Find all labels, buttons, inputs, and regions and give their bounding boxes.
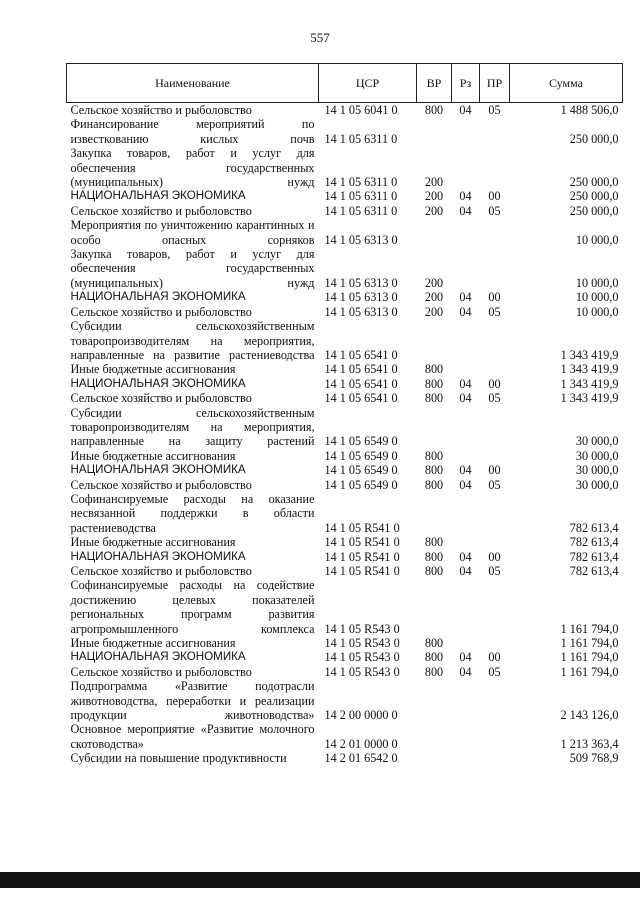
cell-csr: 14 1 05 6313 0 [324, 290, 398, 305]
cell-csr: 14 1 05 6311 0 [324, 131, 398, 146]
cell-name: Софинансируемые расходы на содействие достижению целевых показателей региональных программ развития агропромышленного комплекса [70, 578, 315, 636]
cell-sum: 1 488 506,0 [560, 103, 619, 117]
cell-rz: 04 [459, 463, 472, 478]
cell-sum: 250 000,0 [569, 203, 619, 218]
cell-rz: 04 [459, 103, 472, 117]
table-row [67, 492, 623, 535]
table-row [67, 362, 623, 376]
cell-csr: 14 1 05 R543 0 [324, 621, 400, 636]
cell-sum: 10 000,0 [575, 232, 619, 247]
cell-pr: 00 [488, 376, 501, 391]
cell-csr: 14 1 05 6311 0 [324, 203, 398, 218]
cell-sum: 30 000,0 [575, 477, 619, 492]
table-row [67, 290, 623, 304]
cell-pr: 05 [488, 203, 501, 218]
table-row [67, 449, 623, 463]
cell-sum: 10 000,0 [575, 275, 619, 290]
table-row [67, 117, 623, 146]
cell-sum: 1 161 794,0 [560, 664, 619, 679]
cell-pr [480, 751, 510, 765]
cell-name: Софинансируемые расходы на оказание несвязанной поддержки в области растениеводства [70, 491, 315, 535]
cell-vr: 800 [424, 463, 444, 478]
table-row [67, 665, 623, 679]
cell-vr: 200 [424, 189, 444, 204]
header-rz: Рз [452, 64, 480, 103]
cell-rz: 04 [459, 376, 472, 391]
table-row [67, 146, 623, 189]
cell-vr: 200 [424, 275, 444, 290]
cell-rz [452, 362, 480, 376]
cell-name: Сельское хозяйство и рыболовство [70, 477, 252, 492]
cell-csr: 14 1 05 6311 0 [324, 175, 398, 190]
cell-sum: 782 613,4 [569, 535, 619, 550]
cell-name: Иные бюджетные ассигнования [70, 362, 236, 377]
cell-pr: 05 [488, 664, 501, 679]
cell-pr: 05 [488, 391, 501, 406]
table-row [67, 247, 623, 290]
cell-rz [452, 117, 480, 146]
table-row [67, 478, 623, 492]
cell-csr: 14 1 05 6549 0 [324, 448, 398, 463]
table-row [67, 722, 623, 751]
cell-rz [452, 636, 480, 650]
header-vr: ВР [417, 64, 452, 103]
cell-rz [452, 722, 480, 751]
cell-vr: 800 [424, 391, 444, 406]
cell-csr: 14 1 05 6311 0 [324, 189, 398, 204]
cell-rz [452, 319, 480, 362]
cell-sum: 250 000,0 [569, 131, 619, 146]
cell-pr [480, 492, 510, 535]
cell-pr: 00 [488, 463, 501, 478]
cell-name: Сельское хозяйство и рыболовство [70, 664, 252, 679]
header-csr: ЦСР [319, 64, 417, 103]
cell-vr: 200 [424, 290, 444, 305]
cell-name: НАЦИОНАЛЬНАЯ ЭКОНОМИКА [70, 189, 246, 203]
cell-sum: 250 000,0 [569, 175, 619, 190]
cell-rz [452, 406, 480, 449]
cell-name: Подпрограмма «Развитие подотрасли животноводства, переработки и реализации продукции животноводства» [70, 679, 315, 723]
cell-name: Иные бюджетные ассигнования [70, 448, 236, 463]
table-row [67, 578, 623, 636]
cell-sum: 782 613,4 [569, 549, 619, 564]
cell-sum: 1 213 363,4 [560, 736, 619, 751]
cell-pr: 00 [488, 189, 501, 204]
cell-rz [452, 492, 480, 535]
cell-pr: 00 [488, 650, 501, 665]
cell-pr [480, 247, 510, 290]
cell-csr: 14 2 01 0000 0 [324, 736, 398, 751]
cell-sum: 509 768,9 [569, 751, 619, 766]
cell-pr [480, 117, 510, 146]
cell-name: Закупка товаров, работ и услуг для обеспечения государственных (муниципальных) нужд [70, 247, 315, 290]
table-row [67, 650, 623, 664]
header-sum: Сумма [510, 64, 623, 103]
cell-pr [480, 218, 510, 247]
cell-pr [480, 578, 510, 636]
cell-vr [417, 406, 452, 449]
cell-sum: 30 000,0 [575, 434, 619, 449]
cell-rz: 04 [459, 664, 472, 679]
cell-pr: 05 [488, 304, 501, 319]
header-name: Наименование [67, 64, 319, 103]
cell-vr: 800 [424, 650, 444, 665]
cell-sum: 10 000,0 [575, 290, 619, 305]
table-row [67, 679, 623, 722]
cell-rz [452, 449, 480, 463]
cell-name: Сельское хозяйство и рыболовство [70, 564, 252, 578]
cell-name: Финансирование мероприятий по известкованию кислых почв [70, 117, 315, 146]
cell-rz: 04 [459, 564, 472, 578]
cell-csr: 14 1 05 6549 0 [324, 434, 398, 449]
cell-sum: 2 143 126,0 [560, 708, 619, 723]
cell-rz [452, 535, 480, 549]
cell-csr: 14 1 05 6549 0 [324, 463, 398, 478]
cell-pr [480, 722, 510, 751]
table-body [67, 103, 623, 766]
cell-rz: 04 [459, 391, 472, 406]
cell-csr: 14 2 01 6542 0 [324, 751, 398, 766]
cell-vr: 800 [424, 564, 444, 578]
cell-csr: 14 1 05 6313 0 [324, 232, 398, 247]
header-pr: ПР [480, 64, 510, 103]
cell-vr [417, 578, 452, 636]
cell-vr [417, 679, 452, 722]
table-header [67, 64, 623, 103]
cell-sum: 1 343 419,9 [560, 362, 619, 377]
cell-name: Мероприятия по уничтожению карантинных и особо опасных сорняков [70, 218, 315, 247]
cell-name: Субсидии сельскохозяйственным товаропроизводителям на мероприятия, направленные на защиту растений [70, 405, 315, 449]
table-row [67, 189, 623, 203]
cell-name: Закупка товаров, работ и услуг для обеспечения государственных (муниципальных) нужд [70, 146, 315, 190]
cell-csr: 14 1 05 6541 0 [324, 362, 398, 377]
cell-sum: 1 161 794,0 [560, 650, 619, 665]
cell-name: Сельское хозяйство и рыболовство [70, 304, 252, 319]
cell-vr [417, 492, 452, 535]
cell-csr: 14 1 05 R541 0 [324, 535, 400, 550]
cell-sum: 10 000,0 [575, 304, 619, 319]
cell-name: Иные бюджетные ассигнования [70, 636, 236, 651]
cell-sum: 250 000,0 [569, 189, 619, 204]
cell-csr: 14 1 05 R543 0 [324, 636, 400, 651]
cell-name: НАЦИОНАЛЬНАЯ ЭКОНОМИКА [70, 549, 246, 563]
cell-csr: 14 1 05 6041 0 [324, 103, 398, 117]
cell-pr [480, 319, 510, 362]
cell-csr: 14 1 05 R541 0 [324, 564, 400, 578]
table-row [67, 218, 623, 247]
cell-name: Субсидии на повышение продуктивности [70, 751, 287, 766]
table-row [67, 463, 623, 477]
cell-rz [452, 679, 480, 722]
table-row [67, 636, 623, 650]
cell-pr [480, 146, 510, 189]
cell-sum: 1 161 794,0 [560, 621, 619, 636]
page-number: 557 [310, 30, 330, 45]
cell-vr: 800 [424, 103, 444, 117]
cell-sum: 782 613,4 [569, 520, 619, 535]
cell-vr: 800 [424, 549, 444, 564]
cell-rz: 04 [459, 203, 472, 218]
cell-rz [452, 578, 480, 636]
cell-name: Основное мероприятие «Развитие молочного скотоводства» [70, 722, 315, 751]
table-row [67, 550, 623, 564]
cell-pr [480, 449, 510, 463]
cell-csr: 14 1 05 6313 0 [324, 275, 398, 290]
table-row [67, 535, 623, 549]
budget-table [66, 63, 623, 766]
cell-pr: 05 [488, 564, 501, 578]
cell-vr: 800 [424, 362, 444, 377]
cell-csr: 14 1 05 6313 0 [324, 304, 398, 319]
cell-vr [417, 117, 452, 146]
cell-rz [452, 751, 480, 765]
cell-vr: 200 [424, 175, 444, 190]
cell-csr: 14 1 05 R543 0 [324, 650, 400, 665]
cell-pr: 05 [488, 103, 501, 117]
cell-csr: 14 2 00 0000 0 [324, 708, 398, 723]
cell-name: НАЦИОНАЛЬНАЯ ЭКОНОМИКА [70, 376, 246, 390]
table-row [67, 377, 623, 391]
cell-vr: 200 [424, 304, 444, 319]
cell-sum: 1 343 419,9 [560, 391, 619, 406]
cell-csr: 14 1 05 R543 0 [324, 664, 400, 679]
table-row [67, 391, 623, 405]
table-row [67, 204, 623, 218]
cell-rz: 04 [459, 477, 472, 492]
cell-pr [480, 535, 510, 549]
cell-pr [480, 636, 510, 650]
table-row [67, 751, 623, 765]
cell-rz: 04 [459, 290, 472, 305]
cell-name: Иные бюджетные ассигнования [70, 535, 236, 550]
cell-name: Сельское хозяйство и рыболовство [70, 391, 252, 406]
cell-vr: 800 [424, 535, 444, 550]
cell-pr: 00 [488, 549, 501, 564]
cell-vr: 800 [424, 477, 444, 492]
cell-name: НАЦИОНАЛЬНАЯ ЭКОНОМИКА [70, 463, 246, 477]
cell-name: НАЦИОНАЛЬНАЯ ЭКОНОМИКА [70, 650, 246, 664]
cell-csr: 14 1 05 6549 0 [324, 477, 398, 492]
cell-csr: 14 1 05 6541 0 [324, 347, 398, 362]
cell-rz: 04 [459, 650, 472, 665]
cell-csr: 14 1 05 6541 0 [324, 391, 398, 406]
cell-sum: 782 613,4 [569, 564, 619, 578]
table-row [67, 319, 623, 362]
table-row [67, 305, 623, 319]
table-row [67, 103, 623, 118]
table-row [67, 564, 623, 578]
cell-rz: 04 [459, 304, 472, 319]
cell-rz [452, 247, 480, 290]
cell-pr: 00 [488, 290, 501, 305]
cell-vr: 800 [424, 664, 444, 679]
cell-csr: 14 1 05 R541 0 [324, 520, 400, 535]
cell-vr [417, 218, 452, 247]
scan-edge-bar [0, 872, 640, 888]
cell-vr [417, 751, 452, 765]
cell-sum: 30 000,0 [575, 463, 619, 478]
cell-vr [417, 722, 452, 751]
cell-name: Субсидии сельскохозяйственным товаропроизводителям на мероприятия, направленные на развитие растениеводства [70, 319, 315, 362]
cell-rz: 04 [459, 549, 472, 564]
cell-sum: 1 343 419,9 [560, 347, 619, 362]
cell-sum: 1 343 419,9 [560, 376, 619, 391]
cell-name: Сельское хозяйство и рыболовство [70, 103, 252, 117]
cell-pr: 05 [488, 477, 501, 492]
cell-rz [452, 146, 480, 189]
cell-pr [480, 679, 510, 722]
cell-vr [417, 319, 452, 362]
cell-vr: 800 [424, 636, 444, 651]
cell-csr: 14 1 05 R541 0 [324, 549, 400, 564]
cell-vr: 800 [424, 376, 444, 391]
cell-rz: 04 [459, 189, 472, 204]
cell-vr: 800 [424, 448, 444, 463]
cell-pr [480, 362, 510, 376]
cell-sum: 1 161 794,0 [560, 636, 619, 651]
table-row [67, 406, 623, 449]
cell-sum: 30 000,0 [575, 448, 619, 463]
cell-name: Сельское хозяйство и рыболовство [70, 203, 252, 218]
cell-rz [452, 218, 480, 247]
cell-name: НАЦИОНАЛЬНАЯ ЭКОНОМИКА [70, 290, 246, 304]
cell-pr [480, 406, 510, 449]
cell-csr: 14 1 05 6541 0 [324, 376, 398, 391]
cell-vr: 200 [424, 203, 444, 218]
